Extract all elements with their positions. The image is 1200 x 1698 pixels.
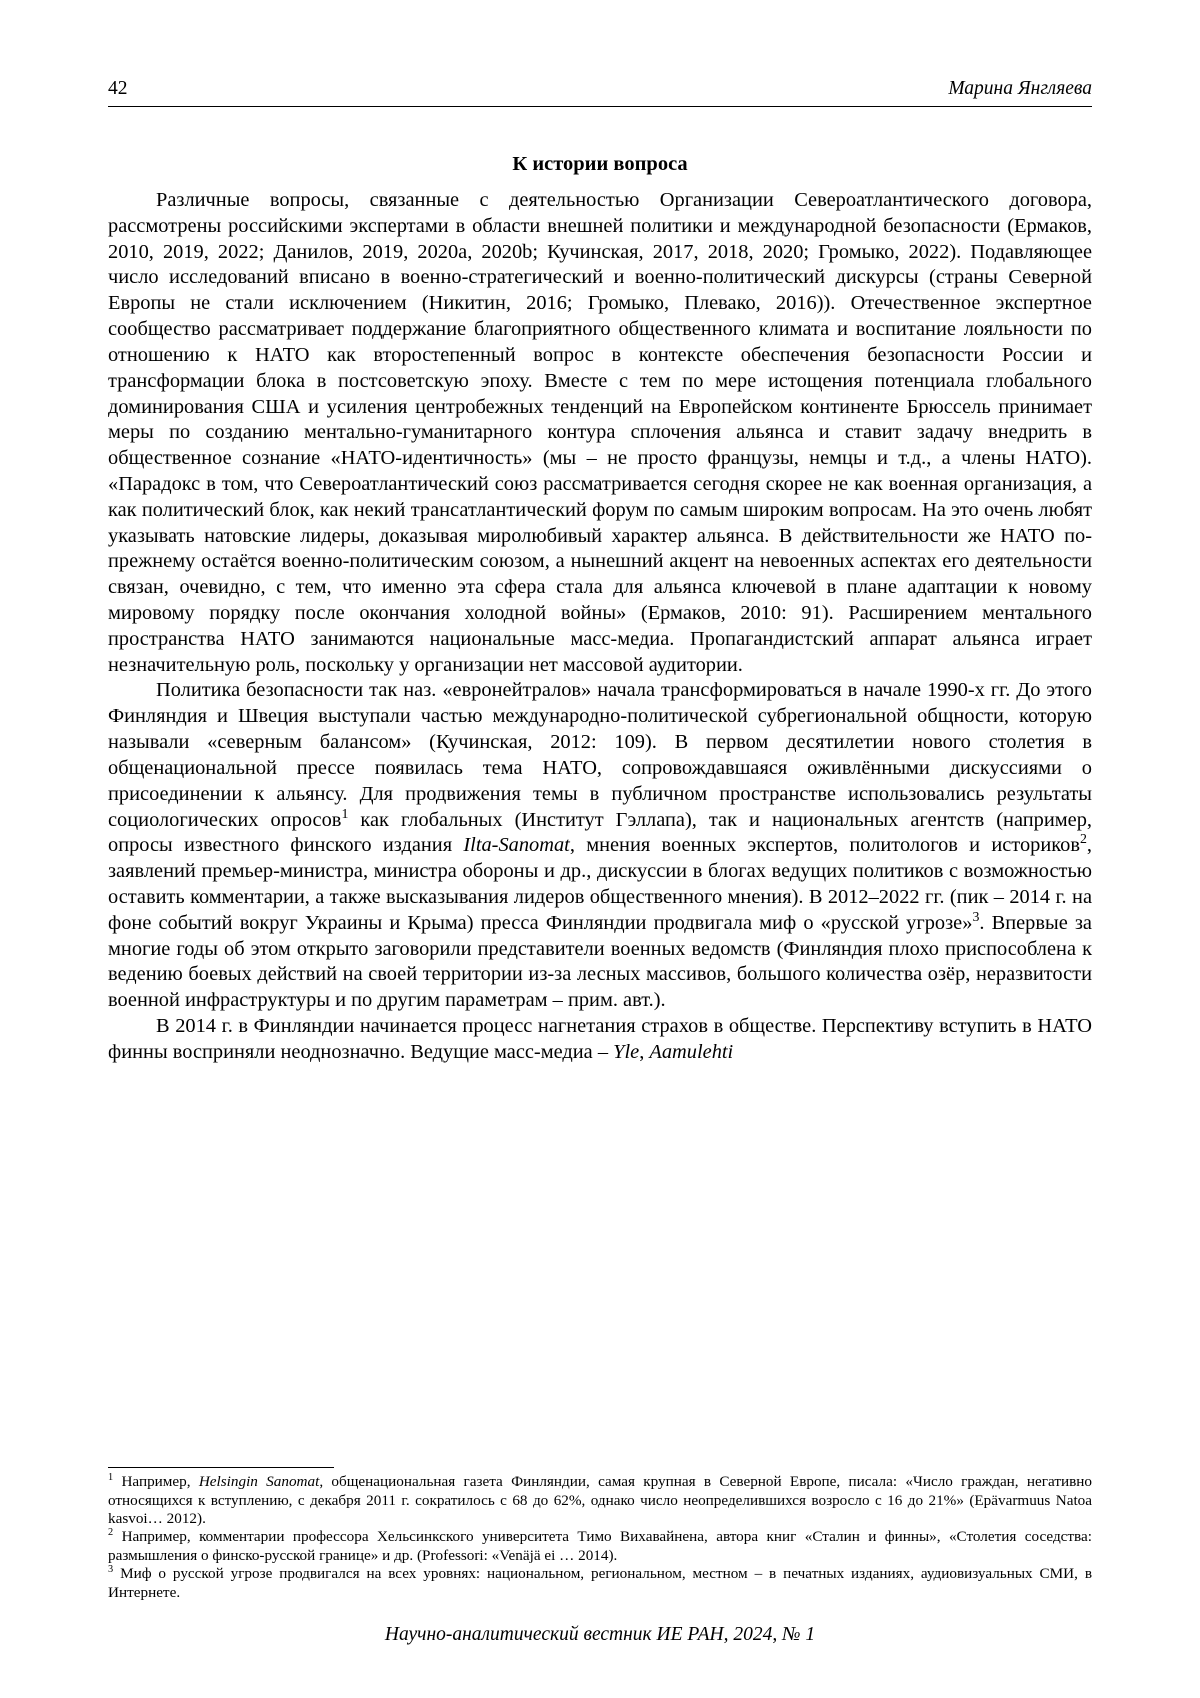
journal-citation: Научно-аналитический вестник ИЕ РАН, 2024, № 1 [384,1624,816,1645]
page-footer [0,1624,1200,1646]
footnote-2 [108,1528,1092,1565]
paragraph-2-text-b: как глобальных (Институт Гэллапа), так и национальных агентств (например, опросы известного финского издания [108,808,1093,857]
paragraph-2-text-d: , заявлений премьер-министра, министра обороны и др., дискуссии в блогах ведущих политиков с возможностью оставить комментарии, а также высказывания лидеров общественного мнения). В 2012–2022 гг. (пик – 2014 г. на фоне событий вокруг Украины и Крыма) пресса Финляндии продвигала миф о «русской угрозе» [108,834,1092,934]
publication-name-ilta-sanomat: Ilta-Sanomat [463,834,570,857]
paragraph-2-text-c: , мнения военных экспертов, политологов и историков [569,834,1080,857]
page-header [108,78,1092,107]
footnote-3-marker: 3 [108,1564,114,1576]
footnote-separator-rule [108,1467,334,1468]
footnote-1-text-a: Например, [113,1473,199,1491]
footnote-2-marker: 2 [108,1527,114,1539]
paragraph-1 [108,188,1092,678]
footnote-ref-1[interactable]: 1 [341,806,349,822]
media-name-aamulehti: Aamulehti [649,1040,734,1063]
media-name-yle: Yle [613,1040,640,1063]
footnote-2-text-a: Например, комментарии профессора Хельсинкского университета Тимо Вихавайнена, автора книг «Сталин и финны», «Столетия соседства: размышления о финско-русской границе» и др. (Professori: «Venäjä ei … 2014). [108,1528,1092,1564]
section-title: К истории вопроса [512,153,688,175]
paragraph-3-text-a: В 2014 г. в Финляндии начинается процесс нагнетания страхов в обществе. Перспективу вступить в НАТО финны восприняли неоднозначно. Ведущие масс-медиа – [108,1015,1092,1063]
paragraph-2 [108,678,1092,1014]
running-author: Марина Янгляева [948,78,1092,99]
paragraph-2-text-a: Политика безопасности так наз. «евронейтралов» начала трансформироваться в начале 1990-х гг. До этого Финляндия и Швеция выступали частью международно-политической субрегиональной общности, которую называли «северным балансом» (Кучинская, 2012: 109). В первом десятилетии нового столетия в общенациональной прессе появилась тема НАТО, сопровождавшаяся оживлёнными дискуссиями о присоединении к альянсу. Для продвижения темы в публичном пространстве использовались результаты социологических опросов [108,679,1092,831]
footnote-1-text-b: , общенациональная газета Финляндии, самая крупная в Северной Европе, писала: «Число граждан, негативно относящихся к вступлению, с декабря 2011 г. сократилось с 68 до 62%, однако число неопределившихся возросло с 16 до 21%» (Epävarmuus Natoa kasvoi… 2012). [108,1473,1092,1528]
footnote-1-publication: Helsingin Sanomat [198,1473,320,1491]
paragraph-3-separator: , [639,1040,650,1063]
footnote-ref-3[interactable]: 3 [972,909,980,925]
paragraph-2-text-e: . Впервые за многие годы об этом открыто заговорили представители военных ведомств (Финляндия плохо приспособлена к ведению боевых действий на своей территории из-за лесных массивов, большого количества озёр, неразвитости военной инфраструктуры и по другим параметрам – прим. авт.). [108,911,1092,1012]
footnote-ref-2[interactable]: 2 [1079,832,1087,848]
paragraph-3 [108,1014,1092,1066]
footnote-3-text-a: Миф о русской угрозе продвигался на всех уровнях: национальном, региональном, местном – в печатных изданиях, аудиовизуальных СМИ, в Интернете. [108,1565,1092,1601]
paragraph-1-text: Различные вопросы, связанные с деятельностью Организации Североатлантического договора, рассмотрены российскими экспертами в области внешней политики и международной безопасности (Ермаков, 2010, 2019, 2022; Данилов, 2019, 2020a, 2020b; Кучинская, 2017, 2018, 2020; Громыко, 2022). Подавляющее число исследований вписано в военно-стратегический и военно-политический дискурсы (страны Северной Европы не стали исключением (Никитин, 2016; Громыко, Плевако, 2016)). Отечественное экспертное сообщество рассматривает поддержание благоприятного общественного климата и воспитание лояльности по отношению к НАТО как второстепенный вопрос в контексте обеспечения безопасности России и трансформации блока в постсоветскую эпоху. Вместе с тем по мере истощения потенциала глобального доминирования США и усиления центробежных тенденций на Европейском континенте Брюссель принимает меры по созданию ментально-гуманитарного контура сплочения альянса и ставит задачу внедрить в общественное сознание «НАТО-идентичность» (мы – не просто французы, немцы и т.д., а члены НАТО). «Парадокс в том, что Североатлантический союз рассматривается сегодня скорее не как военная организация, а как политический блок, как некий трансатлантический форум по самым широким вопросам. На это очень любят указывать натовские лидеры, доказывая миролюбивый характер альянса. В действительности же НАТО по-прежнему остаётся военно-политическим союзом, а нынешний акцент на невоенных аспектах его деятельности связан, очевидно, с тем, что именно эта сфера стала для альянса ключевой в плане адаптации к новому мировому порядку после окончания холодной войны» (Ермаков, 2010: 91). Расширением ментального пространства НАТО занимаются национальные масс-медиа. Пропагандистский аппарат альянса играет незначительную роль, поскольку у организации нет массовой аудитории. [108,189,1092,676]
page-number: 42 [108,78,128,99]
footnotes-block [108,1467,1092,1602]
footnote-1 [108,1473,1092,1528]
footnote-3 [108,1565,1092,1602]
footnote-1-marker: 1 [108,1472,114,1484]
